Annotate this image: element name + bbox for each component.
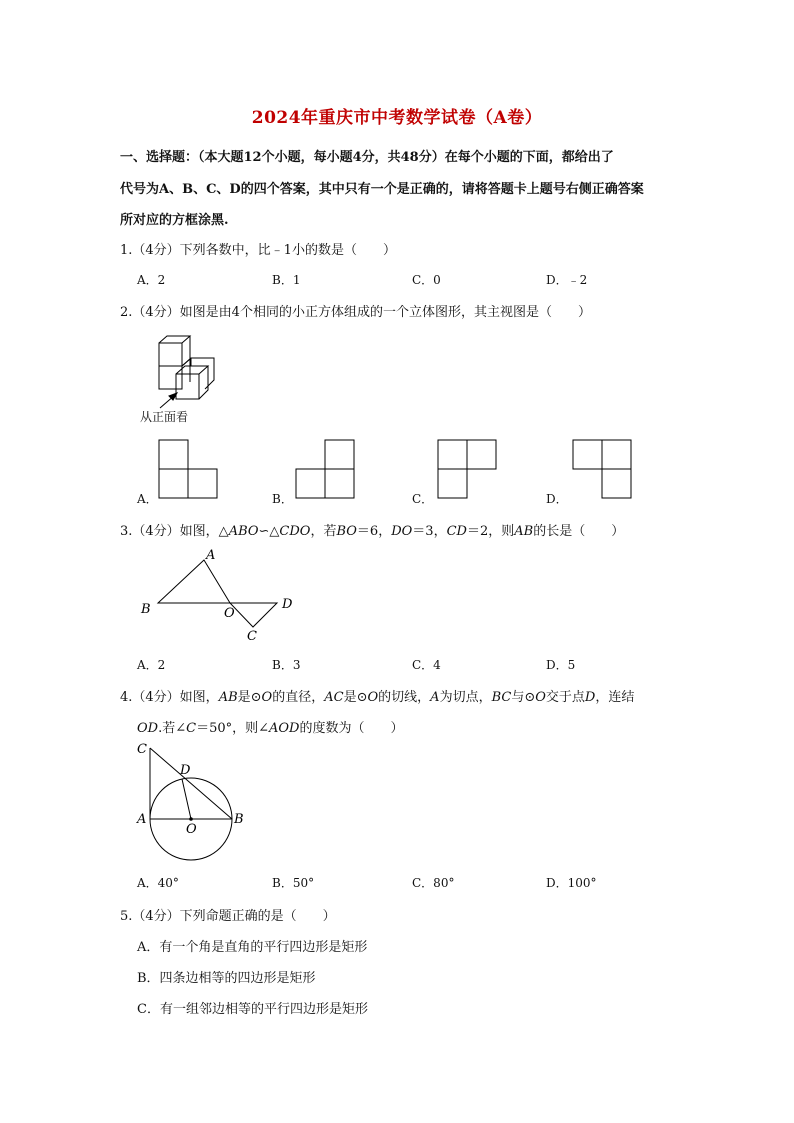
q4-point-b: B — [234, 812, 244, 827]
q4-point-o: O — [186, 822, 197, 837]
q4-option-d[interactable]: D．100° — [546, 876, 597, 890]
q2-option-b-figure[interactable] — [292, 436, 358, 500]
q2-option-a-figure[interactable] — [155, 436, 221, 500]
q1-option-d[interactable]: D．﹣2 — [546, 273, 588, 287]
section-instructions-line3: 所对应的方框涂黑. — [120, 213, 229, 228]
question-5-stem: 5.（4分）下列命题正确的是（ ） — [120, 909, 336, 924]
q2-option-d[interactable]: D． — [546, 492, 568, 506]
q2-option-c-figure[interactable] — [434, 436, 500, 500]
question-4-stem-line2: OD.若∠C＝50°，则∠AOD的度数为（ ） — [137, 721, 404, 736]
question-1-stem: 1.（4分）下列各数中，比﹣1小的数是（ ） — [120, 243, 396, 258]
q1-option-b[interactable]: B．1 — [272, 273, 301, 287]
q4-point-c: C — [137, 742, 147, 757]
question-3-stem: 3.（4分）如图，△ABO∽△CDO，若BO＝6，DO＝3，CD＝2，则AB的长是（ ） — [120, 524, 625, 539]
q5-option-a[interactable]: A．有一个角是直角的平行四边形是矩形 — [137, 940, 368, 955]
q1-option-a[interactable]: A．2 — [137, 273, 166, 287]
q3-point-o: O — [224, 606, 235, 621]
q4-circle-figure — [132, 738, 252, 862]
q2-cube-figure — [135, 328, 225, 410]
q3-option-c[interactable]: C．4 — [412, 658, 441, 672]
q2-option-b[interactable]: B． — [272, 492, 293, 506]
question-2-stem: 2.（4分）如图是由4个相同的小正方体组成的一个立体图形，其主视图是（ ） — [120, 305, 591, 320]
q2-option-a[interactable]: A． — [137, 492, 158, 506]
q5-option-c[interactable]: C．有一组邻边相等的平行四边形是矩形 — [137, 1002, 368, 1017]
q3-option-a[interactable]: A．2 — [137, 658, 166, 672]
q3-option-d[interactable]: D．5 — [546, 658, 576, 672]
q4-point-d: D — [180, 763, 191, 778]
q3-option-b[interactable]: B．3 — [272, 658, 301, 672]
q2-view-label: 从正面看 — [140, 410, 189, 424]
q2-option-d-figure[interactable] — [569, 436, 635, 500]
q3-triangle-figure — [135, 545, 305, 645]
q2-option-c[interactable]: C． — [412, 492, 434, 506]
q4-option-c[interactable]: C．80° — [412, 876, 455, 890]
q3-point-a: A — [206, 548, 216, 563]
q3-point-b: B — [141, 602, 151, 617]
section-instructions-line2: 代号为A、B、C、D的四个答案，其中只有一个是正确的，请将答题卡上题号右侧正确答案 — [120, 182, 644, 197]
page-title: 2024年重庆市中考数学试卷（A卷） — [251, 108, 543, 128]
q3-point-d: D — [282, 597, 293, 612]
q4-point-a: A — [137, 812, 147, 827]
section-instructions-line1: 一、选择题：（本大题12个小题，每小题4分，共48分）在每个小题的下面，都给出了 — [120, 150, 614, 165]
q1-option-c[interactable]: C．0 — [412, 273, 441, 287]
q4-option-a[interactable]: A．40° — [137, 876, 179, 890]
q3-point-c: C — [247, 629, 257, 644]
q5-option-b[interactable]: B．四条边相等的四边形是矩形 — [137, 971, 316, 986]
question-4-stem-line1: 4.（4分）如图，AB是⊙O的直径，AC是⊙O的切线，A为切点，BC与⊙O交于点D，连结 — [120, 690, 635, 705]
q4-option-b[interactable]: B．50° — [272, 876, 315, 890]
